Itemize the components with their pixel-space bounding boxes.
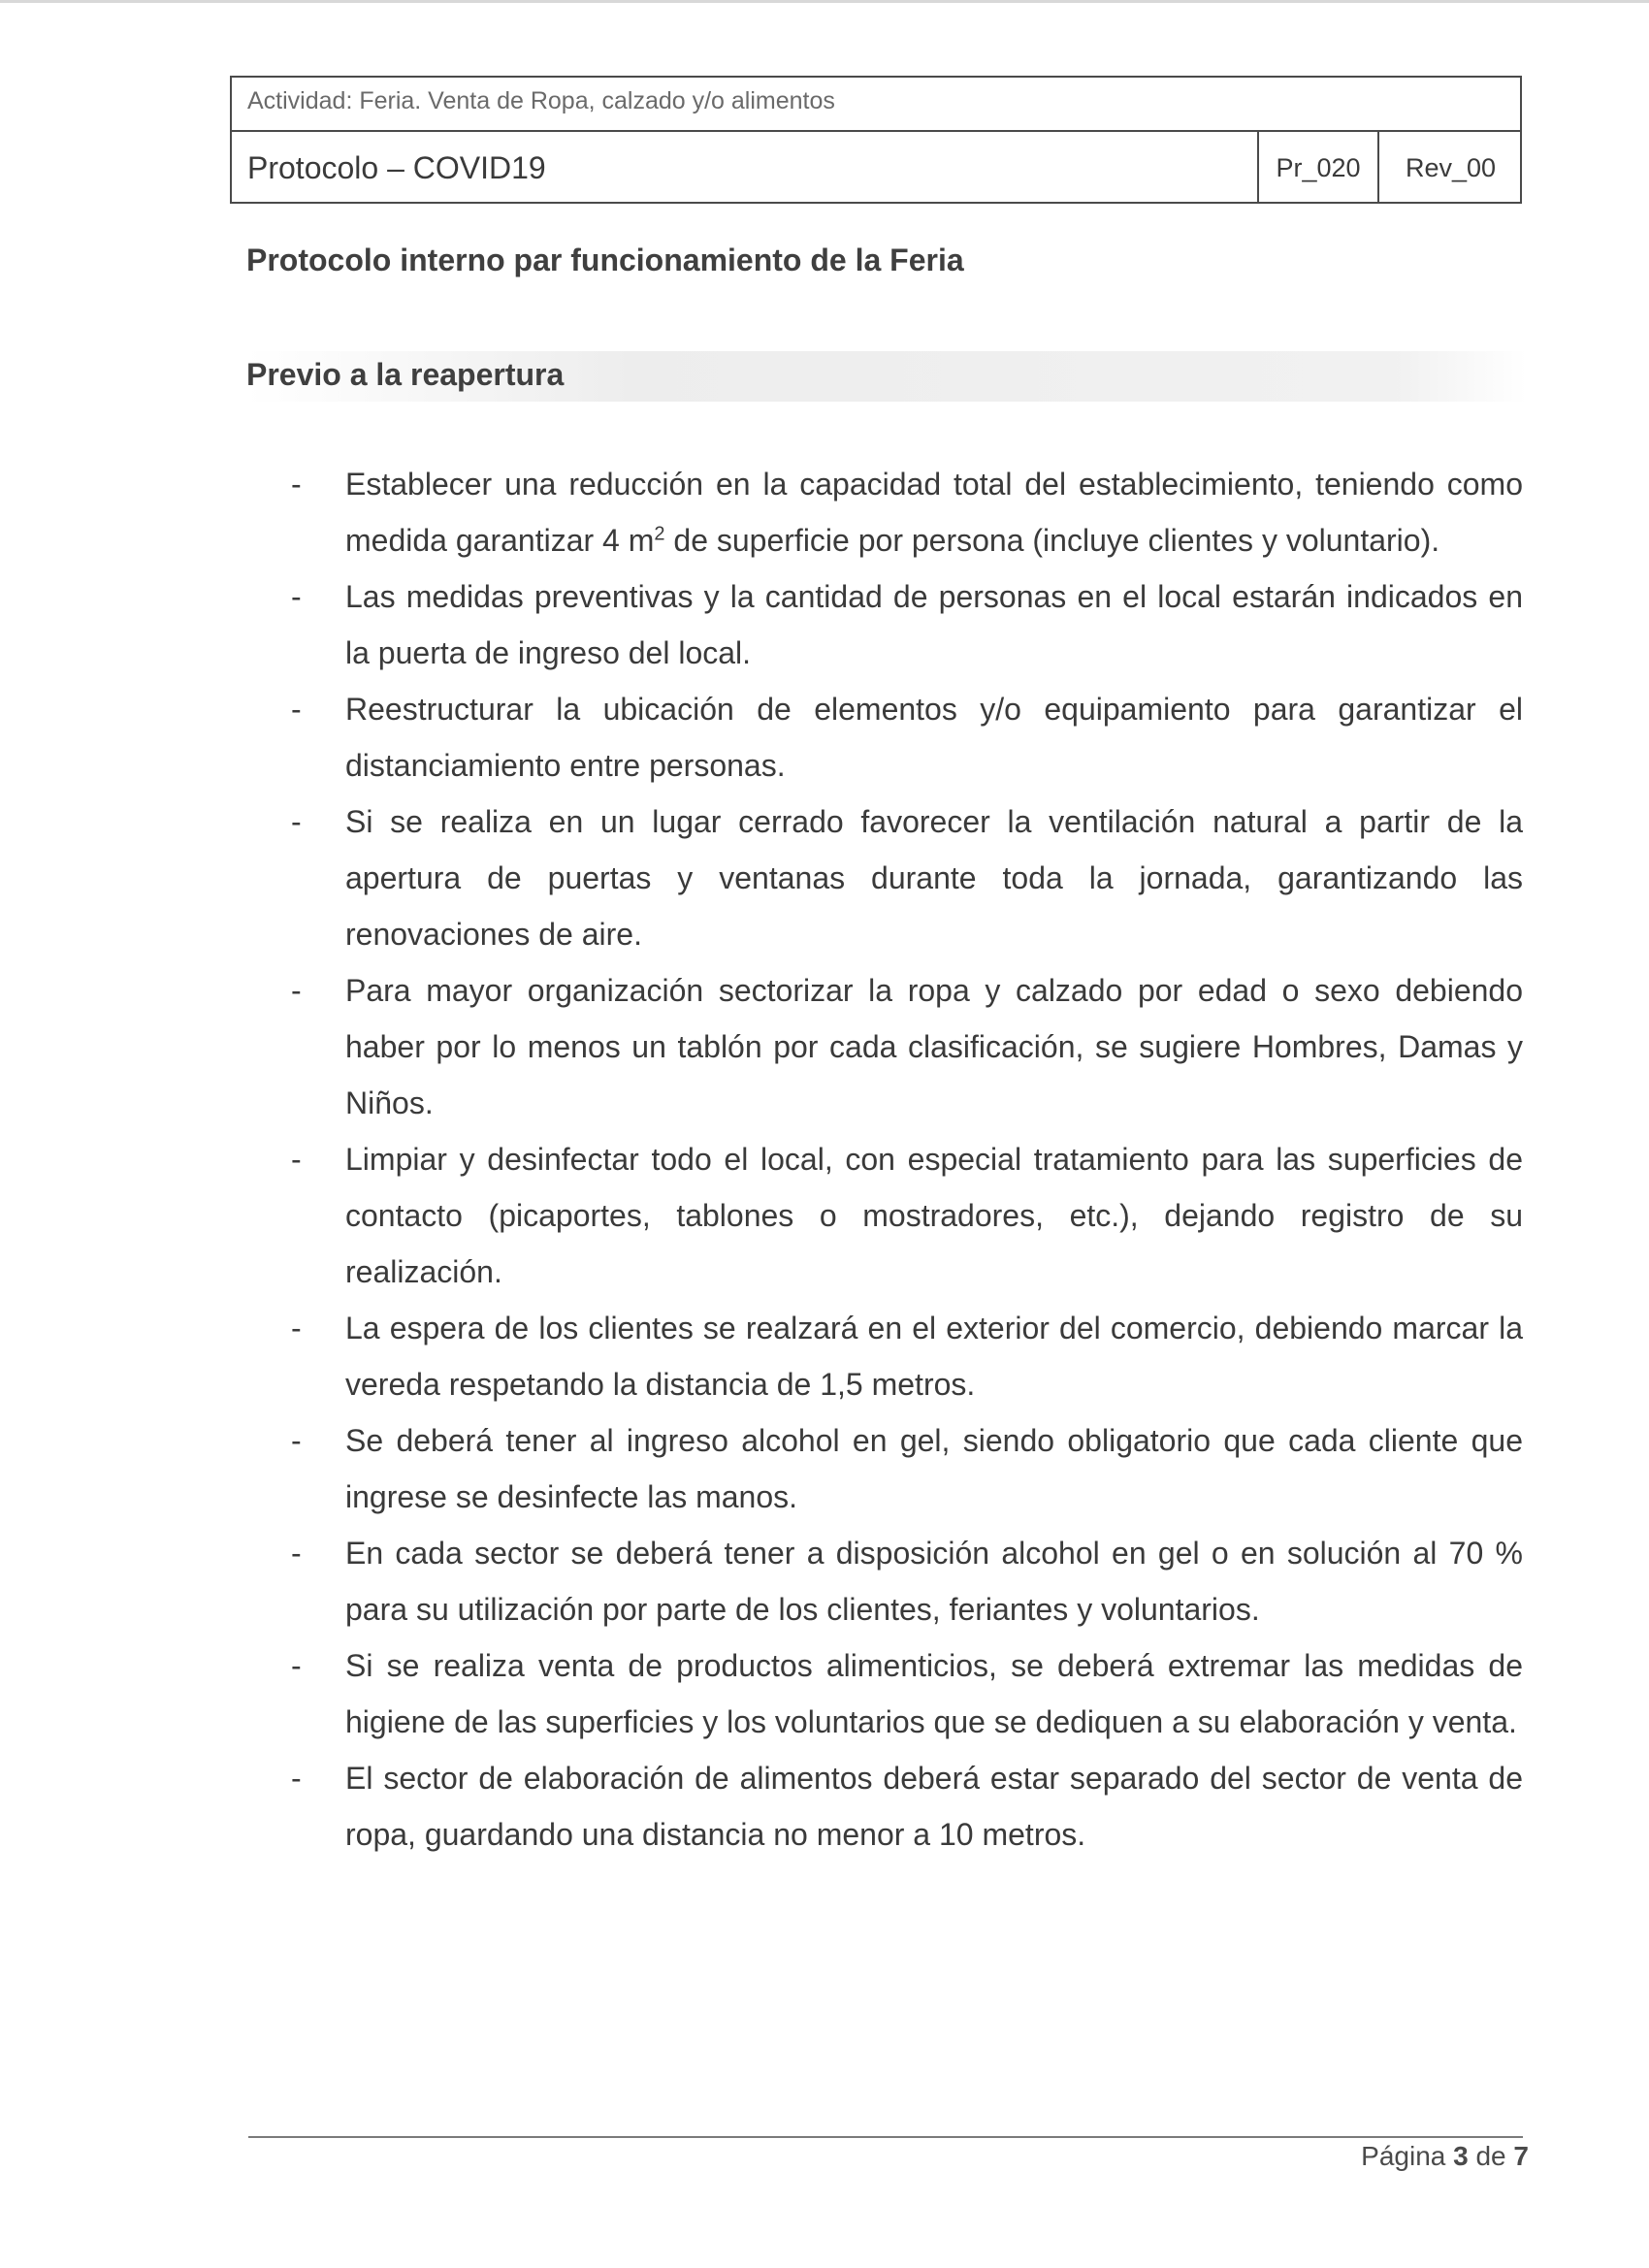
bullet-dash: - (291, 973, 302, 1008)
item-text: El sector de elaboración de alimentos deberá estar separado del sector de venta de ropa, guardando una distancia no menor a 10 metros. (345, 1761, 1523, 1852)
item-text: Establecer una reducción en la capacidad total del establecimiento, teniendo como medida garantizar 4 m (345, 467, 1523, 558)
bullet-dash: - (291, 1142, 302, 1177)
item-text: En cada sector se deberá tener a disposición alcohol en gel o en solución al 70 % para su utilización por parte de los clientes, feriantes y voluntarios. (345, 1536, 1523, 1627)
list-item (291, 568, 1523, 681)
bullet-dash: - (291, 1423, 302, 1458)
page-label: Página (1361, 2141, 1446, 2171)
bullet-dash: - (291, 1311, 302, 1345)
item-text: Reestructurar la ubicación de elementos y/o equipamiento para garantizar el distanciamiento entre personas. (345, 692, 1523, 783)
page-current: 3 (1453, 2141, 1469, 2171)
bullet-dash: - (291, 692, 302, 727)
item-text: Para mayor organización sectorizar la ropa y calzado por edad o sexo debiendo haber por lo menos un tablón por cada clasificación, se sugiere Hombres, Damas y Niños. (345, 973, 1523, 1120)
list-item (291, 681, 1523, 794)
header-activity: Actividad: Feria. Venta de Ropa, calzado y/o alimentos (232, 78, 1520, 132)
measures-list (291, 456, 1523, 1863)
bullet-dash: - (291, 1761, 302, 1796)
page-of: de (1475, 2141, 1506, 2171)
section-title: Previo a la reapertura (246, 351, 1527, 402)
header-code: Pr_020 (1257, 132, 1377, 204)
header-revision: Rev_00 (1377, 132, 1522, 204)
page-number (1361, 2141, 1529, 2172)
list-item (291, 962, 1523, 1131)
list-item (291, 1637, 1523, 1750)
list-item (291, 1750, 1523, 1863)
footer-divider (248, 2136, 1523, 2138)
bullet-dash: - (291, 467, 302, 502)
list-item (291, 1131, 1523, 1300)
header-protocol: Protocolo – COVID19 (247, 149, 546, 185)
document-title: Protocolo interno par funcionamiento de la Feria (246, 243, 964, 277)
header-table (230, 76, 1522, 204)
bullet-dash: - (291, 579, 302, 614)
item-text: Si se realiza venta de productos alimenticios, se deberá extremar las medidas de higiene de las superficies y los voluntarios que se dediquen a su elaboración y venta. (345, 1648, 1523, 1739)
item-text: La espera de los clientes se realzará en el exterior del comercio, debiendo marcar la vereda respetando la distancia de 1,5 metros. (345, 1311, 1523, 1402)
list-item (291, 1412, 1523, 1525)
list-item (291, 794, 1523, 962)
item-text: Las medidas preventivas y la cantidad de personas en el local estarán indicados en la puerta de ingreso del local. (345, 579, 1523, 670)
superscript: 2 (654, 523, 665, 545)
item-text: Si se realiza en un lugar cerrado favorecer la ventilación natural a partir de la apertura de puertas y ventanas durante toda la jornada, garantizando las renovaciones de aire. (345, 804, 1523, 952)
page-total: 7 (1513, 2141, 1529, 2171)
item-text: Se deberá tener al ingreso alcohol en gel, siendo obligatorio que cada cliente que ingrese se desinfecte las manos. (345, 1423, 1523, 1514)
item-text: Limpiar y desinfectar todo el local, con especial tratamiento para las superficies de contacto (picaportes, tablones o mostradores, etc.), dejando registro de su realización. (345, 1142, 1523, 1289)
item-text: de superficie por persona (incluye clientes y voluntario). (664, 523, 1440, 558)
list-item (291, 1300, 1523, 1412)
header-row (232, 132, 1520, 204)
list-item (291, 456, 1523, 568)
bullet-dash: - (291, 804, 302, 839)
bullet-dash: - (291, 1536, 302, 1571)
scan-edge (0, 0, 1649, 3)
bullet-dash: - (291, 1648, 302, 1683)
list-item (291, 1525, 1523, 1637)
